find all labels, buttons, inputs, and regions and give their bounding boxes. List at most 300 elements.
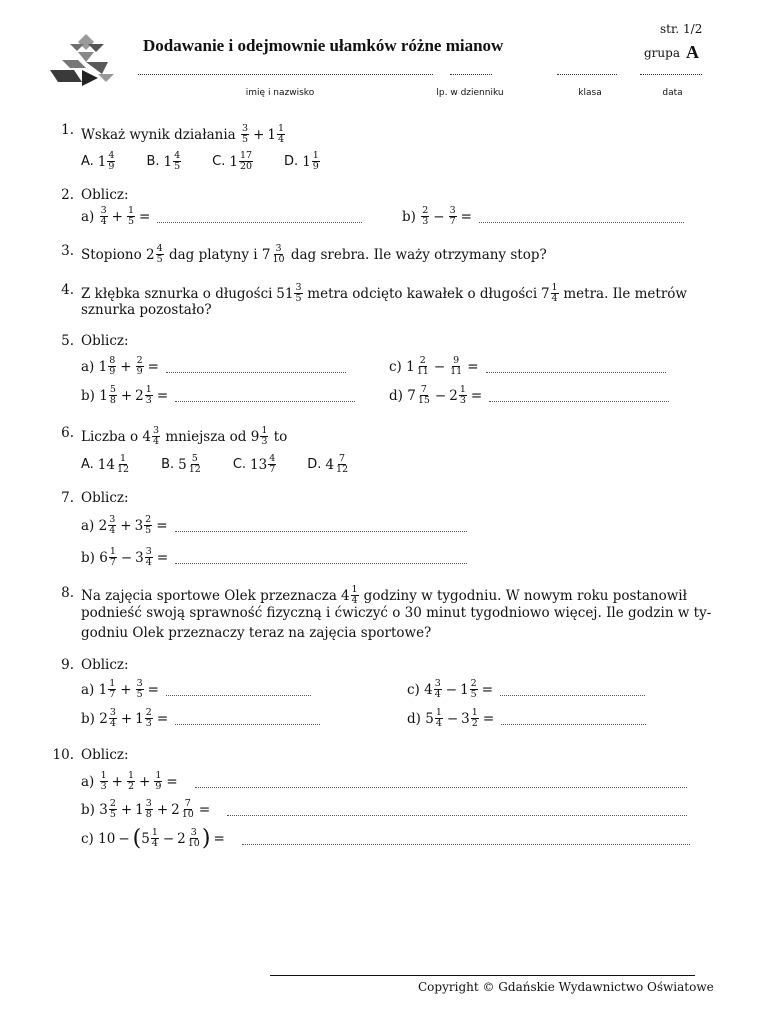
task-10b	[81, 799, 687, 820]
task-number: 7.	[61, 490, 74, 506]
math-text: Liczba o	[81, 428, 139, 445]
math-text: +	[111, 773, 123, 790]
fraction-numerator: 5	[109, 384, 116, 395]
worksheet-title: Dodawanie i odejmownie ułamków różne mianow	[143, 36, 504, 55]
math-text: D.	[307, 457, 322, 472]
math-text: d)	[389, 387, 403, 404]
fraction	[294, 283, 302, 304]
task-6-question	[81, 426, 287, 447]
task-number: 5.	[61, 333, 74, 349]
fraction-numerator: 3	[275, 243, 282, 254]
fraction-denominator: 11	[450, 366, 463, 377]
math-text: 1	[267, 126, 276, 143]
math-text: (	[132, 825, 142, 851]
fraction-numerator: 3	[109, 514, 116, 525]
answer-line[interactable]	[242, 844, 690, 845]
fraction	[151, 828, 159, 849]
math-text: b)	[402, 208, 416, 225]
fraction	[116, 454, 130, 475]
fraction	[271, 244, 285, 265]
fraction	[127, 206, 135, 227]
task-number: 6.	[61, 425, 74, 441]
math-text: 2	[98, 517, 108, 534]
math-text: −	[433, 358, 446, 375]
fraction	[100, 771, 108, 792]
math-text: 14	[97, 456, 115, 473]
fraction-denominator: 8	[109, 395, 116, 406]
task-5b	[81, 385, 355, 406]
class-field-label: klasa	[578, 88, 602, 98]
fraction-numerator: 3	[109, 707, 116, 718]
fraction-denominator: 9	[136, 366, 143, 377]
fraction	[551, 283, 559, 304]
math-text: +	[120, 387, 133, 404]
math-text: =	[481, 681, 494, 698]
fraction-numerator: 3	[242, 123, 249, 134]
fraction-denominator: 4	[434, 689, 441, 700]
math-text: A.	[81, 154, 94, 169]
math-text: 3	[135, 549, 144, 566]
fraction	[277, 124, 285, 145]
fraction	[417, 385, 431, 406]
fraction-denominator: 4	[351, 595, 358, 606]
math-text: 5	[141, 830, 150, 847]
task-9c	[407, 679, 645, 700]
fraction	[127, 771, 135, 792]
fraction	[434, 679, 442, 700]
fraction	[173, 151, 181, 172]
group-label: grupa	[644, 46, 680, 60]
math-text: A.	[81, 457, 94, 472]
fraction-denominator: 2	[127, 781, 135, 792]
fraction-denominator: 4	[145, 557, 152, 568]
math-text: 1	[229, 153, 238, 170]
math-text: 1	[302, 153, 311, 170]
fraction-numerator: 1	[312, 150, 319, 161]
fraction	[145, 799, 153, 820]
answer-option-c[interactable]	[233, 454, 277, 475]
fraction-numerator: 3	[145, 798, 152, 809]
fraction-numerator: 1	[551, 282, 558, 293]
math-text: 1	[135, 801, 144, 818]
fraction-numerator: 2	[422, 205, 429, 216]
fraction-denominator: 10	[187, 838, 200, 849]
fraction-numerator: 5	[191, 453, 198, 464]
fraction-numerator: 7	[420, 384, 427, 395]
fraction-denominator: 12	[188, 464, 201, 475]
fraction-numerator: 1	[435, 707, 442, 718]
task-number: 4.	[61, 282, 74, 298]
fraction-numerator: 8	[109, 355, 116, 366]
math-text: metra. Ile metrów	[563, 285, 687, 302]
fraction	[107, 151, 115, 172]
copyright-notice: Copyright © Gdańskie Wydawnictwo Oświatowe	[418, 980, 714, 994]
answer-line[interactable]	[500, 695, 645, 696]
fraction-denominator: 9	[108, 161, 115, 172]
fraction-denominator: 3	[145, 395, 152, 406]
math-text: godziny w tygodniu. W nowym roku postanowił	[363, 587, 687, 604]
math-text: =	[147, 358, 159, 375]
task-number: 2.	[61, 187, 74, 203]
math-text: −	[434, 387, 447, 404]
math-text: dag platyny i	[168, 246, 258, 263]
answer-option-c[interactable]	[212, 151, 254, 172]
fraction-numerator: 4	[156, 243, 163, 254]
math-text: a)	[81, 208, 95, 225]
class-field[interactable]	[557, 74, 617, 75]
math-text: 7	[261, 246, 271, 263]
fraction-numerator: 3	[145, 546, 152, 557]
task-7a	[81, 515, 467, 536]
fraction-denominator: 12	[336, 464, 349, 475]
math-text: 2	[99, 710, 108, 727]
task-text: Oblicz:	[81, 490, 129, 506]
answer-option-d[interactable]	[284, 151, 321, 172]
fraction	[108, 356, 116, 377]
fraction-numerator: 3	[434, 678, 441, 689]
fraction-denominator: 5	[127, 216, 135, 227]
fraction-numerator: 2	[109, 798, 116, 809]
math-text: +	[111, 208, 123, 225]
math-text: +	[120, 358, 132, 375]
task-7b	[81, 547, 467, 568]
fraction-denominator: 4	[109, 525, 116, 536]
fraction-denominator: 7	[449, 216, 456, 227]
math-text: c)	[389, 358, 402, 375]
answer-line[interactable]	[195, 787, 687, 788]
math-text: b)	[81, 549, 95, 566]
math-text: a)	[81, 358, 95, 375]
fraction-denominator: 5	[470, 689, 477, 700]
task-text: Oblicz:	[81, 333, 129, 349]
math-text: Stopiono	[81, 246, 142, 263]
task-number: 10.	[52, 747, 74, 763]
fraction-numerator: 2	[470, 678, 477, 689]
math-text: c)	[81, 830, 94, 847]
math-text: C.	[212, 154, 226, 169]
fraction-denominator: 4	[109, 718, 116, 729]
math-text: +	[120, 517, 132, 534]
fraction	[449, 356, 463, 377]
fraction	[241, 124, 249, 145]
math-text: =	[156, 710, 169, 727]
fraction-numerator: 1	[151, 827, 158, 838]
fraction-numerator: 4	[174, 150, 181, 161]
math-text: 4	[340, 587, 350, 604]
answer-line[interactable]	[479, 222, 684, 223]
fraction-numerator: 3	[152, 425, 160, 436]
fraction-denominator: 4	[277, 134, 285, 145]
math-text: Na zajęcia sportowe Olek przeznacza	[81, 587, 337, 604]
fraction-denominator: 11	[416, 366, 429, 377]
date-field[interactable]	[640, 74, 702, 75]
fraction-numerator: 1	[120, 453, 127, 464]
math-text: 4	[325, 456, 335, 473]
fraction-numerator: 1	[127, 205, 135, 216]
fraction-numerator: 1	[100, 770, 107, 781]
class-number-field[interactable]	[450, 74, 492, 75]
answer-option-d[interactable]	[307, 454, 350, 475]
math-text: −	[120, 549, 133, 566]
answer-option-a[interactable]	[81, 454, 131, 475]
fraction	[154, 771, 162, 792]
fraction-numerator: 1	[277, 123, 285, 134]
math-text: 2	[449, 387, 458, 404]
fraction	[470, 679, 478, 700]
math-text: 5	[178, 456, 187, 473]
fraction-numerator: 1	[459, 384, 466, 395]
math-text: 13	[250, 456, 268, 473]
math-text: C.	[232, 457, 247, 472]
task-2a	[81, 206, 362, 227]
math-text: 7	[407, 387, 416, 404]
fraction-denominator: 10	[272, 254, 285, 265]
tangram-logo	[48, 32, 116, 88]
fraction-denominator: 5	[136, 689, 143, 700]
fraction	[109, 547, 117, 568]
fraction	[100, 206, 108, 227]
task-9d	[407, 708, 646, 729]
fraction	[145, 708, 153, 729]
fraction	[335, 454, 349, 475]
fraction-numerator: 3	[449, 205, 456, 216]
fraction	[449, 206, 457, 227]
math-text: −	[445, 681, 458, 698]
answer-option-b[interactable]	[146, 151, 182, 172]
answer-option-b[interactable]	[161, 454, 203, 475]
math-text: a)	[81, 681, 95, 698]
fraction-numerator: 3	[100, 205, 107, 216]
fraction-numerator: 3	[295, 282, 302, 293]
fraction-numerator: 3	[136, 678, 143, 689]
fraction-numerator: 7	[184, 798, 191, 809]
footer-divider	[270, 975, 695, 976]
math-text: B.	[146, 154, 160, 169]
math-text: −	[446, 710, 459, 727]
math-text: 10	[98, 830, 116, 847]
answer-line[interactable]	[175, 531, 467, 532]
math-text: D.	[284, 154, 299, 169]
math-text: )	[201, 825, 211, 851]
fraction	[435, 708, 443, 729]
fraction-denominator: 12	[116, 464, 130, 475]
answer-line[interactable]	[486, 372, 666, 373]
math-text: 7	[540, 285, 550, 302]
task-5c	[389, 356, 666, 377]
answer-line[interactable]	[166, 695, 311, 696]
fraction	[136, 356, 144, 377]
task-text: Oblicz:	[81, 187, 129, 203]
math-text: 1	[163, 153, 173, 170]
fraction	[145, 547, 153, 568]
name-field[interactable]	[138, 74, 433, 75]
task-8-line-3: godniu Olek przeznaczy teraz na zajęcia sportowe?	[81, 625, 432, 641]
math-text: −	[118, 830, 130, 847]
fraction	[181, 799, 195, 820]
fraction-denominator: 5	[156, 254, 163, 265]
math-text: c)	[407, 681, 420, 698]
task-text: Oblicz:	[81, 747, 129, 763]
fraction-numerator: 4	[108, 150, 115, 161]
answer-line[interactable]	[489, 401, 669, 402]
fraction-denominator: 5	[174, 161, 181, 172]
fraction	[156, 244, 164, 265]
task-1-options	[81, 151, 351, 172]
math-text: 1	[98, 681, 108, 698]
name-field-label: imię i nazwisko	[245, 88, 315, 98]
task-number: 3.	[61, 243, 74, 259]
math-text: 3	[99, 801, 108, 818]
math-text: a)	[81, 773, 95, 790]
math-text: b)	[81, 801, 95, 818]
fraction-numerator: 1	[109, 678, 116, 689]
fraction	[109, 708, 117, 729]
fraction-denominator: 9	[109, 366, 116, 377]
fraction-numerator: 17	[239, 150, 253, 161]
group-value: A	[685, 42, 699, 62]
math-text: d)	[407, 710, 421, 727]
task-4-line-1	[81, 283, 687, 304]
task-5a	[81, 356, 346, 377]
task-number: 8.	[61, 585, 74, 601]
math-text: +	[139, 773, 151, 790]
math-text: 5	[425, 710, 434, 727]
math-text: 2	[146, 246, 155, 263]
math-text: dag srebra. Ile waży otrzymany stop?	[290, 246, 547, 263]
math-text: 2	[135, 387, 144, 404]
task-3-question	[81, 244, 547, 265]
fraction-denominator: 15	[417, 395, 430, 406]
task-number: 1.	[61, 122, 74, 138]
fraction-denominator: 4	[551, 293, 558, 304]
answer-option-a[interactable]	[81, 151, 116, 172]
fraction-numerator: 1	[351, 584, 358, 595]
fraction-numerator: 2	[145, 514, 152, 525]
math-text: =	[166, 773, 178, 790]
math-text: +	[120, 710, 133, 727]
group-indicator	[644, 42, 699, 63]
answer-line[interactable]	[166, 372, 346, 373]
fraction	[144, 515, 152, 536]
task-5d	[389, 385, 669, 406]
fraction-denominator: 7	[109, 557, 116, 568]
task-1-question	[81, 124, 286, 145]
fraction-denominator: 8	[145, 809, 152, 820]
math-text: 1	[460, 681, 469, 698]
math-text: 3	[461, 710, 470, 727]
answer-line[interactable]	[227, 815, 687, 816]
math-text: 1	[135, 710, 144, 727]
math-text: =	[156, 387, 169, 404]
task-6-options	[81, 454, 380, 475]
math-text: mniejsza od	[165, 428, 247, 445]
fraction-denominator: 7	[269, 464, 276, 475]
fraction-denominator: 5	[295, 293, 302, 304]
math-text: 1	[99, 387, 108, 404]
fraction	[109, 385, 117, 406]
math-text: =	[213, 830, 225, 847]
math-text: metra odcięto kawałek o długości	[307, 285, 538, 302]
math-text: +	[120, 681, 132, 698]
fraction-numerator: 1	[261, 425, 268, 436]
fraction	[136, 679, 144, 700]
fraction-numerator: 1	[127, 770, 135, 781]
math-text: 6	[99, 549, 108, 566]
fraction	[351, 585, 359, 606]
math-text: 3	[134, 517, 144, 534]
fraction-denominator: 3	[459, 395, 466, 406]
answer-line[interactable]	[501, 724, 646, 725]
answer-line[interactable]	[157, 222, 362, 223]
math-text: −	[433, 208, 445, 225]
math-text: 2	[177, 830, 186, 847]
math-text: 1	[97, 153, 107, 170]
math-text: b)	[81, 710, 95, 727]
math-text: 51	[276, 285, 294, 302]
math-text: =	[139, 208, 151, 225]
task-9a	[81, 679, 311, 700]
math-text: Z kłębka sznurka o długości	[81, 285, 273, 302]
task-9b	[81, 708, 320, 729]
task-8-line-2: podnieść swoją sprawność fizyczną i ćwiczyć o 30 minut tygodniowo więcej. Ile godzin w ty-	[81, 605, 712, 621]
math-text: a)	[81, 517, 95, 534]
math-text: =	[156, 549, 169, 566]
fraction-denominator: 4	[100, 216, 107, 227]
fraction-denominator: 9	[312, 161, 319, 172]
fraction-numerator: 2	[136, 355, 143, 366]
fraction-numerator: 1	[145, 384, 152, 395]
math-text: −	[162, 830, 175, 847]
fraction	[459, 385, 467, 406]
math-text: 9	[250, 428, 260, 445]
fraction-numerator: 1	[109, 546, 116, 557]
answer-line[interactable]	[175, 563, 467, 564]
fraction	[421, 206, 429, 227]
fraction	[239, 151, 253, 172]
answer-line[interactable]	[175, 401, 355, 402]
fraction-numerator: 1	[471, 707, 478, 718]
math-text: =	[467, 358, 479, 375]
fraction-denominator: 7	[109, 689, 116, 700]
math-text: +	[253, 126, 265, 143]
fraction-denominator: 3	[422, 216, 429, 227]
fraction	[312, 151, 320, 172]
fraction-denominator: 5	[242, 134, 249, 145]
task-8-line-1	[81, 585, 687, 606]
fraction-denominator: 5	[145, 525, 152, 536]
fraction	[416, 356, 430, 377]
fraction-denominator: 9	[155, 781, 162, 792]
math-text: +	[120, 801, 133, 818]
fraction	[108, 515, 116, 536]
fraction-denominator: 4	[152, 436, 160, 447]
fraction	[260, 426, 268, 447]
math-text: 2	[171, 801, 180, 818]
math-text: 4	[424, 681, 433, 698]
fraction-numerator: 1	[155, 770, 162, 781]
task-10c	[81, 825, 690, 851]
fraction-denominator: 5	[109, 809, 116, 820]
task-text: Wskaż wynik działania	[81, 126, 236, 143]
math-text: b)	[81, 387, 95, 404]
class-number-field-label: lp. w dzienniku	[436, 88, 504, 98]
fraction-denominator: 4	[151, 838, 158, 849]
math-text: to	[273, 428, 288, 445]
fraction	[145, 385, 153, 406]
fraction	[187, 828, 201, 849]
answer-line[interactable]	[175, 724, 320, 725]
math-text: =	[156, 517, 168, 534]
